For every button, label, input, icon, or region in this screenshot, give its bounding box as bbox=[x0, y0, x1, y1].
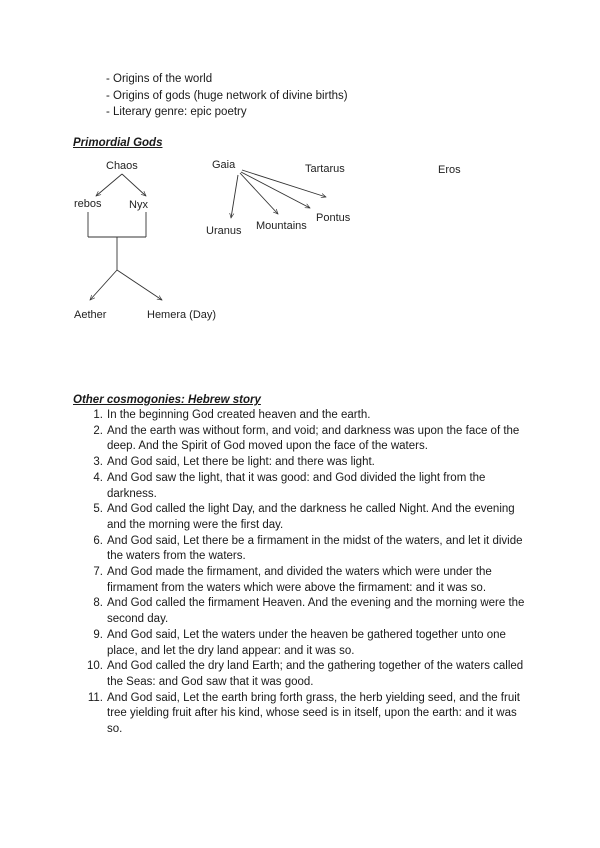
verse-text: And God called the light Day, and the darkness he called Night. And the evening and the morning were the first day. bbox=[107, 503, 515, 531]
list-item bbox=[86, 565, 526, 596]
bullet-item: - Literary genre: epic poetry bbox=[106, 106, 247, 118]
verse-text: And God called the firmament Heaven. And the evening and the morning were the second day. bbox=[107, 597, 525, 626]
verse-text: And God said, Let the waters under the heaven be gathered together unto one place, and let the dry land appear: and it was so. bbox=[107, 628, 506, 657]
edge-union-hemera bbox=[117, 270, 162, 300]
bullet-item: - Origins of the world bbox=[106, 73, 213, 85]
list-item bbox=[86, 455, 526, 471]
verse-number: 9. bbox=[93, 628, 103, 641]
node-hemera: Hemera (Day) bbox=[147, 309, 217, 321]
verse-number: 11. bbox=[87, 691, 103, 704]
verse-text: And God said, Let the earth bring forth grass, the herb yielding seed, and the fruit tree yielding fruit after his kind, whose seed is in itself, upon the earth: and it was so. bbox=[107, 691, 520, 736]
list-item bbox=[86, 691, 526, 738]
node-chaos: Chaos bbox=[106, 160, 138, 172]
verse-text: And God said, Let there be light: and there was light. bbox=[107, 456, 375, 469]
list-item bbox=[86, 424, 526, 455]
edge-chaos-erebos bbox=[96, 174, 122, 196]
intro-bullets bbox=[106, 71, 348, 121]
verse-text: And God called the dry land Earth; and the gathering together of the waters called the Seas: and God saw that it was good. bbox=[107, 660, 524, 688]
verse-text: In the beginning God created heaven and the earth. bbox=[107, 409, 371, 421]
genesis-verse-list bbox=[86, 408, 526, 738]
verse-number: 6. bbox=[93, 534, 103, 547]
node-tartarus: Tartarus bbox=[305, 163, 345, 175]
node-erebos: rebos bbox=[74, 198, 102, 210]
primordial-gods-heading: Primordial Gods bbox=[73, 137, 163, 149]
verse-text: And God made the firmament, and divided the waters which were under the firmament from the waters which were above the firmament: and it was so. bbox=[107, 566, 492, 594]
verse-text: And the earth was without form, and void; and darkness was upon the face of the deep. And the Spirit of God moved upon the face of the waters. bbox=[107, 424, 520, 453]
node-mountains: Mountains bbox=[256, 220, 307, 232]
verse-number: 2. bbox=[93, 424, 103, 437]
node-nyx: Nyx bbox=[129, 199, 148, 211]
verse-number: 5. bbox=[93, 503, 103, 516]
list-item bbox=[86, 471, 526, 502]
list-item bbox=[86, 408, 526, 424]
node-uranus: Uranus bbox=[206, 225, 242, 237]
verse-number: 3. bbox=[93, 456, 103, 469]
edge-gaia-mountains bbox=[240, 173, 278, 214]
bullet-item: - Origins of gods (huge network of divine births) bbox=[106, 89, 348, 102]
node-eros: Eros bbox=[438, 164, 461, 176]
list-item bbox=[86, 659, 526, 690]
node-pontus: Pontus bbox=[316, 212, 351, 224]
node-aether: Aether bbox=[74, 309, 107, 321]
verse-text: And God said, Let there be a firmament in the midst of the waters, and let it divide the waters from the waters. bbox=[107, 534, 523, 563]
verse-number: 10. bbox=[87, 660, 103, 673]
verse-number: 1. bbox=[93, 409, 103, 421]
verse-number: 7. bbox=[93, 566, 103, 579]
list-item bbox=[86, 502, 526, 533]
verse-text: And God saw the light, that it was good: and God divided the light from the darkness. bbox=[107, 471, 486, 500]
list-item bbox=[86, 596, 526, 627]
list-item bbox=[86, 628, 526, 659]
edge-gaia-uranus bbox=[231, 175, 238, 218]
verse-number: 8. bbox=[93, 597, 103, 610]
verse-number: 4. bbox=[93, 471, 103, 484]
node-gaia: Gaia bbox=[212, 159, 236, 171]
edge-gaia-pontus bbox=[241, 172, 310, 208]
edge-union-aether bbox=[90, 270, 117, 300]
edge-chaos-nyx bbox=[122, 174, 146, 196]
list-item bbox=[86, 534, 526, 565]
hebrew-story-heading: Other cosmogonies: Hebrew story bbox=[73, 394, 261, 406]
